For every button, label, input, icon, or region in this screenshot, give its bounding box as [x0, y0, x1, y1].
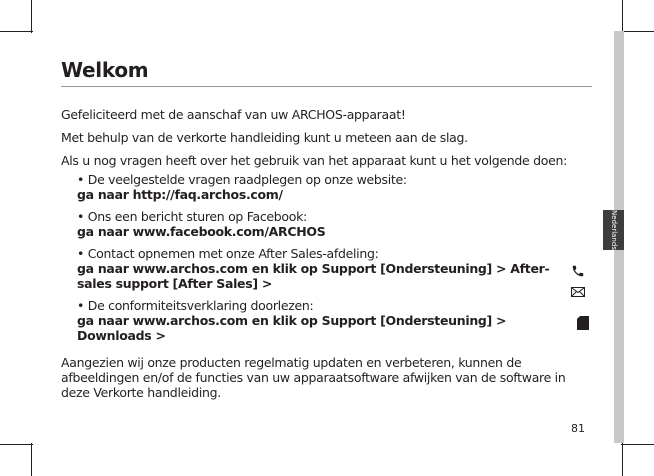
crop-mark-bottom-left-h: [0, 444, 33, 445]
crop-mark-top-right-h: [621, 31, 654, 32]
language-tab: [603, 210, 624, 250]
page-number: 81: [571, 422, 585, 435]
list-item-text: • Ons een bericht sturen op Facebook:: [77, 209, 307, 224]
list-item: [77, 172, 577, 202]
crop-mark-top-left-v: [31, 0, 32, 33]
list-item: [77, 298, 577, 343]
intro-line: Gefeliciteerd met de aanschaf van uw ARCHOS-apparaat!: [61, 107, 406, 122]
list-item-text: • Contact opnemen met onze After Sales-afdeling:: [77, 246, 379, 261]
facebook-link[interactable]: ga naar www.facebook.com/ARCHOS: [77, 224, 326, 239]
faq-link[interactable]: ga naar http://faq.archos.com/: [77, 187, 283, 202]
title-divider: [61, 86, 592, 87]
phone-icon: [571, 264, 585, 278]
language-tab-label: Nederlands: [609, 210, 618, 250]
intro-line: Als u nog vragen heeft over het gebruik van het apparaat kunt u het volgende doen:: [61, 153, 567, 168]
sd-card-icon: [577, 316, 589, 330]
crop-mark-bottom-right-v: [622, 443, 623, 476]
intro-line: Met behulp van de verkorte handleiding kunt u meteen aan de slag.: [61, 130, 468, 145]
page-title: Welkom: [61, 58, 149, 82]
intro-block: [61, 103, 567, 172]
mail-icon: [571, 287, 585, 297]
crop-mark-bottom-right-h: [621, 444, 654, 445]
list-item-text: • De conformiteitsverklaring doorlezen:: [77, 298, 314, 313]
downloads-link[interactable]: ga naar www.archos.com en klik op Support [Ondersteuning] > Downloads >: [77, 313, 507, 343]
after-sales-link[interactable]: ga naar www.archos.com en klik op Support [Ondersteuning] > After-sales support [After Sales] >: [77, 261, 550, 291]
list-item: [77, 246, 577, 291]
crop-mark-bottom-left-v: [31, 443, 32, 476]
list-item-text: • De veelgestelde vragen raadplegen op onze website:: [77, 172, 407, 187]
bullet-list: [77, 172, 577, 350]
crop-mark-top-right-v: [622, 0, 623, 33]
closing-paragraph: Aangezien wij onze producten regelmatig updaten en verbeteren, kunnen de afbeeldingen en/of de functies van uw apparaatsoftware afwijken van de software in deze Verkorte handleiding.: [61, 355, 566, 400]
crop-mark-top-left-h: [0, 31, 33, 32]
list-item: [77, 209, 577, 239]
